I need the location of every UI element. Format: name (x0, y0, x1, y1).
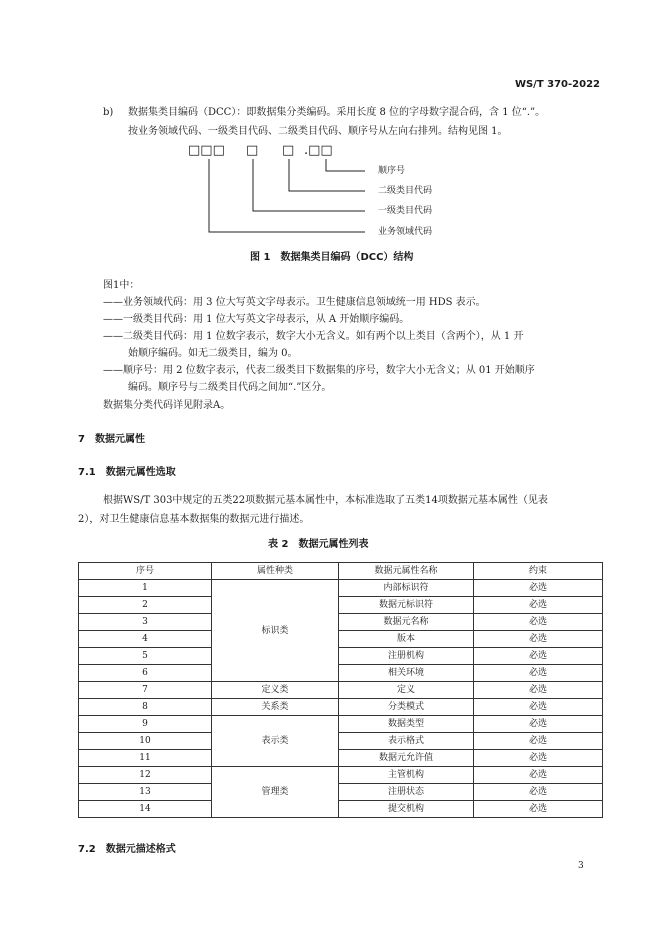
table-row (79, 580, 603, 597)
code-part-domain: □□□ (188, 143, 225, 158)
code-part-level2: □ (282, 143, 295, 158)
cell-category-relation: 关系类 (212, 699, 339, 716)
note-domain-code: ——业务领域代码：用 3 位大写英文字母表示。卫生健康信息领域统一用 HDS 表示。 (103, 297, 486, 308)
cell-attribute-name: 注册状态 (339, 784, 474, 801)
cell-attribute-name: 数据元名称 (339, 614, 474, 631)
section-7-heading: 7 数据元属性 (78, 434, 145, 445)
header-category: 属性种类 (212, 563, 339, 580)
cell-attribute-name: 相关环境 (339, 665, 474, 682)
cell-constraint: 必选 (474, 631, 603, 648)
note-level2-code-cont: 始顺序编码。如无二级类目，编为 0。 (128, 348, 298, 359)
table-row (79, 597, 603, 614)
table-row (79, 784, 603, 801)
cell-constraint: 必选 (474, 597, 603, 614)
cell-constraint: 必选 (474, 750, 603, 767)
cell-serial: 10 (79, 733, 212, 750)
code-part-sequence: .□□ (304, 143, 333, 158)
label-sequence-number: 顺序号 (378, 166, 406, 176)
table-row (79, 750, 603, 767)
section-7-1-heading: 7.1 数据元属性选取 (78, 467, 176, 478)
cell-constraint: 必选 (474, 699, 603, 716)
cell-serial: 13 (79, 784, 212, 801)
cell-serial: 3 (79, 614, 212, 631)
cell-constraint: 必选 (474, 682, 603, 699)
cell-serial: 6 (79, 665, 212, 682)
cell-constraint: 必选 (474, 614, 603, 631)
cell-constraint: 必选 (474, 733, 603, 750)
cell-constraint: 必选 (474, 784, 603, 801)
section-7-1-para-line-2: 2），对卫生健康信息基本数据集的数据元进行描述。 (78, 514, 310, 525)
table-row (79, 801, 603, 818)
item-b-line-2: 按业务领域代码、一级类目代码、二级类目代码、顺序号从左向右排列。结构见图 1。 (128, 126, 508, 137)
table-header-row (79, 563, 603, 580)
header-constraint: 约束 (474, 563, 603, 580)
item-marker: b) (103, 107, 114, 118)
cell-serial: 2 (79, 597, 212, 614)
table-row (79, 682, 603, 699)
cell-attribute-name: 提交机构 (339, 801, 474, 818)
cell-constraint: 必选 (474, 648, 603, 665)
note-level1-code: ——一级类目代码：用 1 位大写英文字母表示，从 A 开始顺序编码。 (103, 314, 410, 325)
cell-serial: 12 (79, 767, 212, 784)
attribute-table (78, 562, 603, 818)
table-row (79, 733, 603, 750)
table-row (79, 665, 603, 682)
cell-attribute-name: 数据元标识符 (339, 597, 474, 614)
label-level2-code: 二级类目代码 (378, 186, 433, 196)
cell-attribute-name: 内部标识符 (339, 580, 474, 597)
table-row (79, 699, 603, 716)
cell-constraint: 必选 (474, 580, 603, 597)
cell-attribute-name: 注册机构 (339, 648, 474, 665)
table-row (79, 648, 603, 665)
page-number: 3 (578, 861, 584, 871)
cell-attribute-name: 主管机构 (339, 767, 474, 784)
cell-serial: 8 (79, 699, 212, 716)
section-7-2-heading: 7.2 数据元描述格式 (78, 844, 176, 855)
cell-serial: 5 (79, 648, 212, 665)
table-row (79, 716, 603, 733)
label-level1-code: 一级类目代码 (378, 206, 433, 216)
cell-constraint: 必选 (474, 716, 603, 733)
appendix-reference: 数据集分类代码详见附录A。 (103, 400, 231, 411)
cell-attribute-name: 定义 (339, 682, 474, 699)
header-attribute-name: 数据元属性名称 (339, 563, 474, 580)
table-2-caption: 表 2 数据元属性列表 (268, 539, 369, 550)
section-7-1-para-line-1: 根据WS/T 303中规定的五类22项数据元基本属性中，本标准选取了五类14项数据元基本属性（见表 (103, 495, 548, 506)
notes-intro: 图1中： (103, 280, 140, 291)
document-id-header: WS/T 370-2022 (514, 79, 600, 90)
cell-category-definition: 定义类 (212, 682, 339, 699)
cell-constraint: 必选 (474, 665, 603, 682)
cell-serial: 9 (79, 716, 212, 733)
note-sequence-number-cont: 编码。顺序号与二级类目代码之间加“.”区分。 (128, 382, 332, 393)
cell-attribute-name: 版本 (339, 631, 474, 648)
cell-attribute-name: 数据元允许值 (339, 750, 474, 767)
cell-serial: 14 (79, 801, 212, 818)
cell-category-representation: 表示类 (212, 716, 339, 767)
table-row (79, 767, 603, 784)
cell-constraint: 必选 (474, 801, 603, 818)
cell-attribute-name: 分类模式 (339, 699, 474, 716)
code-part-level1: □ (246, 143, 259, 158)
note-sequence-number: ——顺序号：用 2 位数字表示，代表二级类目下数据集的序号，数字大小无含义；从 01 开始顺序 (103, 365, 535, 376)
note-level2-code: ——二级类目代码：用 1 位数字表示，数字大小无含义。如有两个以上类目（含两个），从 1 开 (103, 331, 524, 342)
cell-category-management: 管理类 (212, 767, 339, 818)
cell-serial: 1 (79, 580, 212, 597)
header-serial: 序号 (79, 563, 212, 580)
cell-attribute-name: 表示格式 (339, 733, 474, 750)
cell-attribute-name: 数据类型 (339, 716, 474, 733)
cell-serial: 7 (79, 682, 212, 699)
label-domain-code: 业务领域代码 (378, 227, 433, 237)
cell-serial: 11 (79, 750, 212, 767)
item-b-line-1: 数据集类目编码（DCC）：即数据集分类编码。采用长度 8 位的字母数字混合码，含 1 位“.”。 (128, 107, 546, 118)
figure-1-caption: 图 1 数据集类目编码（DCC）结构 (250, 252, 414, 263)
table-row (79, 614, 603, 631)
table-row (79, 631, 603, 648)
cell-constraint: 必选 (474, 767, 603, 784)
cell-category-identification: 标识类 (212, 580, 339, 682)
cell-serial: 4 (79, 631, 212, 648)
